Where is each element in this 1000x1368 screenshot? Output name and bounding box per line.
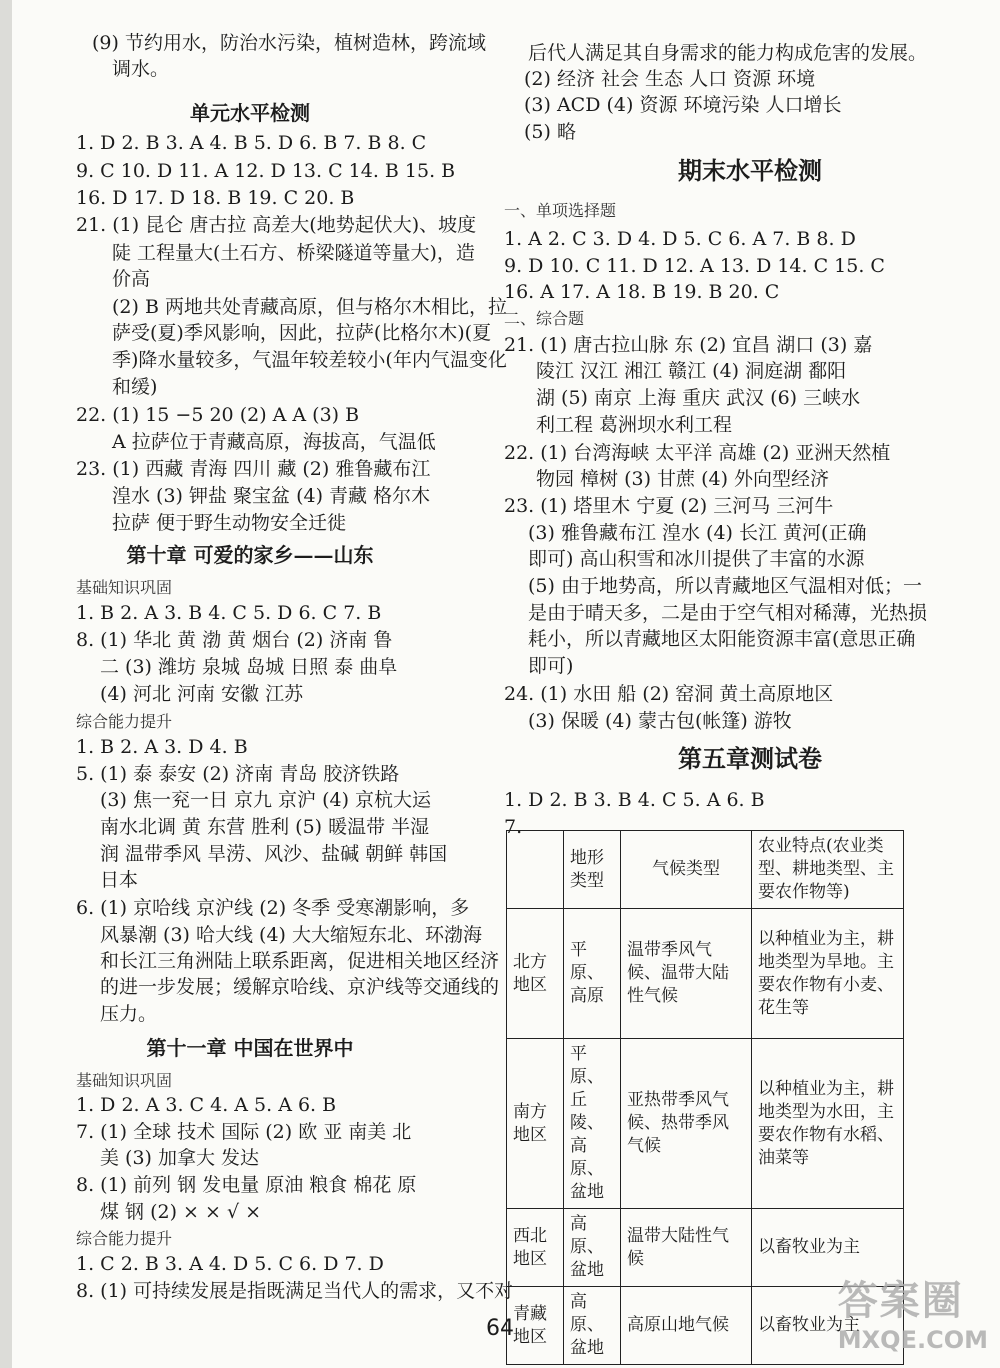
answer-line: 1. D 2. A 3. C 4. A 5. A 6. B: [76, 1094, 337, 1116]
answer-line: 23. (1) 西藏 青海 四川 藏 (2) 雅鲁藏布江: [76, 458, 431, 480]
answer-line: 7. (1) 全球 技术 国际 (2) 欧 亚 南美 北: [76, 1121, 412, 1143]
table-row: [507, 909, 904, 1039]
section-heading: 第十章 可爱的家乡——山东: [126, 543, 374, 567]
answer-line: 7.: [504, 816, 523, 838]
answer-line: 风暴潮 (3) 哈大线 (4) 大大缩短东北、环渤海: [100, 924, 482, 946]
answer-line: (9) 节约用水，防治水污染，植树造林，跨流域: [92, 32, 486, 54]
answer-line: 8. (1) 华北 黄 渤 黄 烟台 (2) 济南 鲁: [76, 629, 393, 651]
watermark-logo-text: 答案圈: [837, 1278, 964, 1324]
answer-line: 和缓): [112, 376, 158, 398]
answer-line: 美 (3) 加拿大 发达: [100, 1147, 260, 1169]
answer-line: 21. (1) 唐古拉山脉 东 (2) 宜昌 湖口 (3) 嘉: [504, 334, 873, 356]
answer-line: (3) 保暖 (4) 蒙古包(帐篷) 游牧: [528, 710, 792, 732]
answer-line: 二、综合题: [504, 309, 585, 328]
answer-line: 耗小，所以青藏地区太阳能资源丰富(意思正确: [528, 628, 916, 650]
answer-line: 6. (1) 京哈线 京沪线 (2) 冬季 受寒潮影响，多: [76, 897, 470, 919]
answer-line: 煤 钢 (2) × × √ ×: [100, 1201, 262, 1223]
answer-line: 后代人满足其自身需求的能力构成危害的发展。: [528, 42, 928, 64]
answer-line: 5. (1) 泰 泰安 (2) 济南 青岛 胶济铁路: [76, 763, 400, 785]
table-cell: 温带大陆性气候: [621, 1209, 752, 1287]
answer-line: 基础知识巩固: [76, 1071, 173, 1090]
watermark-url: MXQE.COM: [837, 1326, 988, 1354]
answer-line: (3) 焦一兖一日 京九 京沪 (4) 京杭大运: [100, 789, 432, 811]
answer-line: 和长江三角洲陆上联系距离，促进相关地区经济: [100, 950, 500, 972]
answer-line: 价高: [112, 268, 151, 290]
answer-line: 季)降水量较多，气温年较差较小(年内气温变化: [112, 349, 507, 371]
table-cell: 以种植业为主，耕地类型为旱地。主要农作物有小麦、花生等: [752, 909, 904, 1039]
answer-line: 即可): [528, 655, 574, 677]
answer-line: 9. C 10. D 11. A 12. D 13. C 14. B 15. B: [76, 160, 456, 182]
table-cell: 北方地区: [507, 909, 564, 1039]
answer-line: 1. A 2. C 3. D 4. D 5. C 6. A 7. B 8. D: [504, 228, 856, 250]
section-heading: 第五章测试卷: [678, 744, 822, 773]
answer-line: A 拉萨位于青藏高原，海拔高，气温低: [112, 431, 436, 453]
table-cell: 高原山地气候: [621, 1287, 752, 1365]
answer-line: 1. C 2. B 3. A 4. D 5. C 6. D 7. D: [76, 1253, 384, 1275]
section-heading: 第十一章 中国在世界中: [146, 1036, 354, 1060]
answer-line: 16. D 17. D 18. B 19. C 20. B: [76, 187, 355, 209]
table-cell: 以种植业为主，耕地类型为水田，主要农作物有水稻、油菜等: [752, 1039, 904, 1209]
table-cell: 南方地区: [507, 1039, 564, 1209]
table-header-row: [507, 831, 904, 909]
table-cell: 温带季风气候、温带大陆性气候: [621, 909, 752, 1039]
table-cell: 平原、丘陵、高原、盆地: [564, 1039, 621, 1209]
answer-line: 9. D 10. C 11. D 12. A 13. D 14. C 15. C: [504, 255, 885, 277]
answer-line: 基础知识巩固: [76, 578, 173, 597]
section-heading: 期末水平检测: [678, 156, 822, 185]
table-cell: 地形类型: [564, 831, 621, 909]
answer-line: (5) 略: [524, 121, 576, 143]
answer-line: (2) 经济 社会 生态 人口 资源 环境: [524, 68, 816, 90]
answer-line: 二 (3) 潍坊 泉城 岛城 日照 泰 曲阜: [100, 656, 398, 678]
answer-line: 湟水 (3) 钾盐 聚宝盆 (4) 青藏 格尔木: [112, 485, 431, 507]
scan-edge-shadow: [0, 0, 12, 1368]
answer-line: 1. D 2. B 3. A 4. B 5. D 6. B 7. B 8. C: [76, 132, 427, 154]
answer-line: 综合能力提升: [76, 712, 173, 731]
answer-line: 21. (1) 昆仑 唐古拉 高差大(地势起伏大)、坡度: [76, 214, 477, 236]
answer-line: 23. (1) 塔里木 宁夏 (2) 三河马 三河牛: [504, 495, 834, 517]
answer-line: (2) B 两地共处青藏高原，但与格尔木相比，拉: [112, 296, 507, 318]
answer-line: 1. B 2. A 3. B 4. C 5. D 6. C 7. B: [76, 602, 382, 624]
answer-line: 萨受(夏)季风影响，因此，拉萨(比格尔木)(夏: [112, 322, 492, 344]
answer-line: 一、单项选择题: [504, 201, 617, 220]
table-cell: [507, 831, 564, 909]
answer-line: 是由于晴天多，二是由于空气相对稀薄，光热损: [528, 602, 928, 624]
answer-line: 16. A 17. A 18. B 19. B 20. C: [504, 281, 780, 303]
table-cell: 高原、盆地: [564, 1287, 621, 1365]
table-cell: 高原、盆地: [564, 1209, 621, 1287]
answer-line: 润 温带季风 旱涝、风沙、盐碱 朝鲜 韩国: [100, 843, 448, 865]
answer-line: 22. (1) 15 −5 20 (2) A A (3) B: [76, 404, 360, 426]
answer-line: 压力。: [100, 1003, 158, 1025]
table-cell: 西北地区: [507, 1209, 564, 1287]
answer-line: 22. (1) 台湾海峡 太平洋 高雄 (2) 亚洲天然植: [504, 442, 891, 464]
answer-line: 即可) 高山积雪和冰川提供了丰富的水源: [528, 548, 865, 570]
answer-line: 拉萨 便于野生动物安全迁徙: [112, 512, 347, 534]
answer-line: 湖 (5) 南京 上海 重庆 武汉 (6) 三峡水: [536, 387, 861, 409]
answer-line: 8. (1) 可持续发展是指既满足当代人的需求，又不对: [76, 1280, 514, 1302]
table-cell: 气候类型: [621, 831, 752, 909]
answer-line: 的进一步发展；缓解京哈线、京沪线等交通线的: [100, 976, 500, 998]
table-cell: 青藏地区: [507, 1287, 564, 1365]
answer-line: 陵江 汉江 湘江 赣江 (4) 洞庭湖 鄱阳: [536, 360, 847, 382]
answer-line: (3) 雅鲁藏布江 湟水 (4) 长江 黄河(正确: [528, 522, 867, 544]
answer-line: 调水。: [112, 58, 170, 80]
answer-line: 南水北调 黄 东营 胜利 (5) 暖温带 半湿: [100, 816, 430, 838]
table-cell: 亚热带季风气候、热带季风气候: [621, 1039, 752, 1209]
answer-line: (4) 河北 河南 安徽 江苏: [100, 683, 304, 705]
page-number: 64: [486, 1316, 514, 1341]
answer-line: 1. D 2. B 3. B 4. C 5. A 6. B: [504, 789, 765, 811]
answer-line: 日本: [100, 869, 139, 891]
answer-line: 利工程 葛洲坝水利工程: [536, 414, 733, 436]
section-heading: 单元水平检测: [190, 101, 310, 125]
table-cell: 以畜牧业为主: [752, 1287, 904, 1365]
answer-line: 24. (1) 水田 船 (2) 窑洞 黄土高原地区: [504, 683, 834, 705]
table-cell: 平原、高原: [564, 909, 621, 1039]
watermark-logo: [838, 1269, 988, 1354]
answer-line: 物园 樟树 (3) 甘蔗 (4) 外向型经济: [536, 468, 830, 490]
answer-line: 1. B 2. A 3. D 4. B: [76, 736, 248, 758]
answer-line: (5) 由于地势高，所以青藏地区气温相对低；一: [528, 575, 922, 597]
answer-line: 陡 工程量大(土石方、桥梁隧道等量大)，造: [112, 242, 475, 264]
table-cell: 农业特点(农业类型、耕地类型、主要农作物等): [752, 831, 904, 909]
answer-line: 综合能力提升: [76, 1229, 173, 1248]
answer-line: (3) ACD (4) 资源 环境污染 人口增长: [524, 94, 842, 116]
table-row: [507, 1039, 904, 1209]
answer-line: 8. (1) 前列 钢 发电量 原油 粮食 棉花 原: [76, 1174, 417, 1196]
table-cell: 以畜牧业为主: [752, 1209, 904, 1287]
